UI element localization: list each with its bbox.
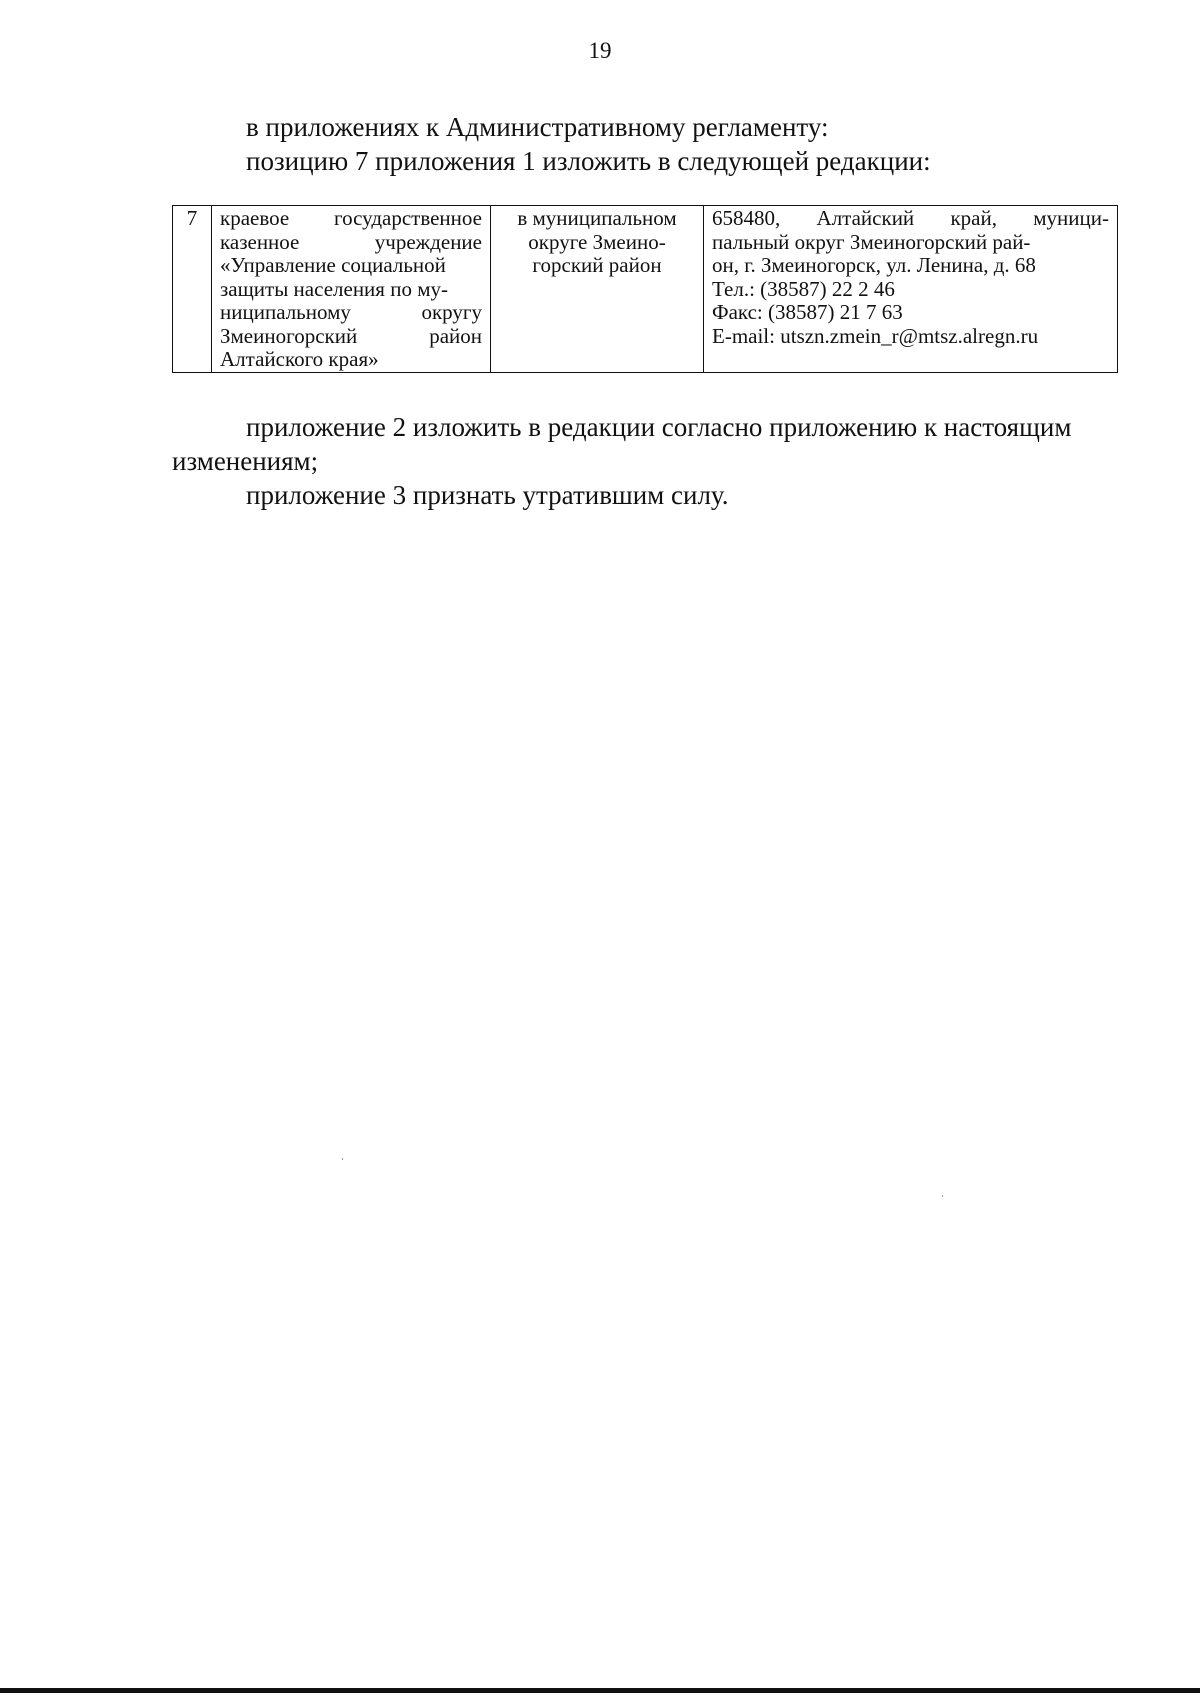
cell-line: в муниципальном	[517, 206, 677, 230]
cell-word: государственное	[333, 206, 482, 230]
page-number: 19	[588, 38, 612, 63]
cell-line: Факс: (38587) 21 7 63	[712, 300, 903, 324]
cell-line	[220, 231, 482, 255]
cell-line: защиты населения по му-	[220, 276, 448, 301]
scan-speck	[342, 1158, 343, 1160]
body-paragraph-line: приложение 3 признать утратившим силу.	[246, 480, 729, 510]
cell-line: Алтайского края»	[220, 347, 379, 371]
row-number-cell: 7	[173, 206, 212, 373]
cell-word: край,	[950, 206, 997, 230]
scan-edge-rule	[0, 1688, 1200, 1693]
location-cell	[491, 206, 704, 373]
body-paragraph-line: приложение 2 изложить в редакции согласно приложению к настоящим	[246, 412, 1072, 442]
cell-line	[220, 301, 482, 325]
appendix-table	[172, 205, 1118, 373]
intro-paragraph-line: позицию 7 приложения 1 изложить в следующей редакции:	[246, 146, 931, 176]
cell-line	[220, 325, 482, 349]
cell-word: краевое	[220, 206, 290, 230]
cell-line: E-mail: utszn.zmein_r@mtsz.alregn.ru	[712, 323, 1039, 348]
cell-line: он, г. Змеиногорск, ул. Ленина, д. 68	[712, 253, 1036, 277]
cell-word: район	[429, 323, 482, 348]
scan-speck	[942, 1195, 943, 1197]
cell-word: ниципальному	[220, 300, 351, 324]
cell-word: учреждение	[374, 229, 482, 254]
table-row	[173, 206, 1118, 373]
body-paragraph-line: изменениям;	[172, 446, 319, 476]
cell-line: пальный округ Змеиногорский рай-	[712, 229, 1031, 254]
cell-line: горский район	[532, 253, 662, 277]
cell-line	[712, 207, 1109, 231]
institution-name-cell	[212, 206, 491, 373]
cell-line: Тел.: (38587) 22 2 46	[712, 276, 895, 301]
cell-line: округе Змеино-	[528, 229, 666, 254]
cell-word: 658480,	[712, 206, 781, 230]
cell-line: «Управление социальной	[220, 253, 446, 277]
cell-word: Алтайский	[816, 206, 915, 230]
address-cell	[704, 206, 1118, 373]
cell-word: Змеиногорский	[220, 323, 358, 348]
cell-word: округу	[421, 300, 482, 324]
cell-word: муници-	[1033, 206, 1109, 230]
cell-word: казенное	[220, 229, 300, 254]
cell-line	[220, 207, 482, 231]
intro-paragraph-line: в приложениях к Административному регламенту:	[246, 112, 829, 142]
